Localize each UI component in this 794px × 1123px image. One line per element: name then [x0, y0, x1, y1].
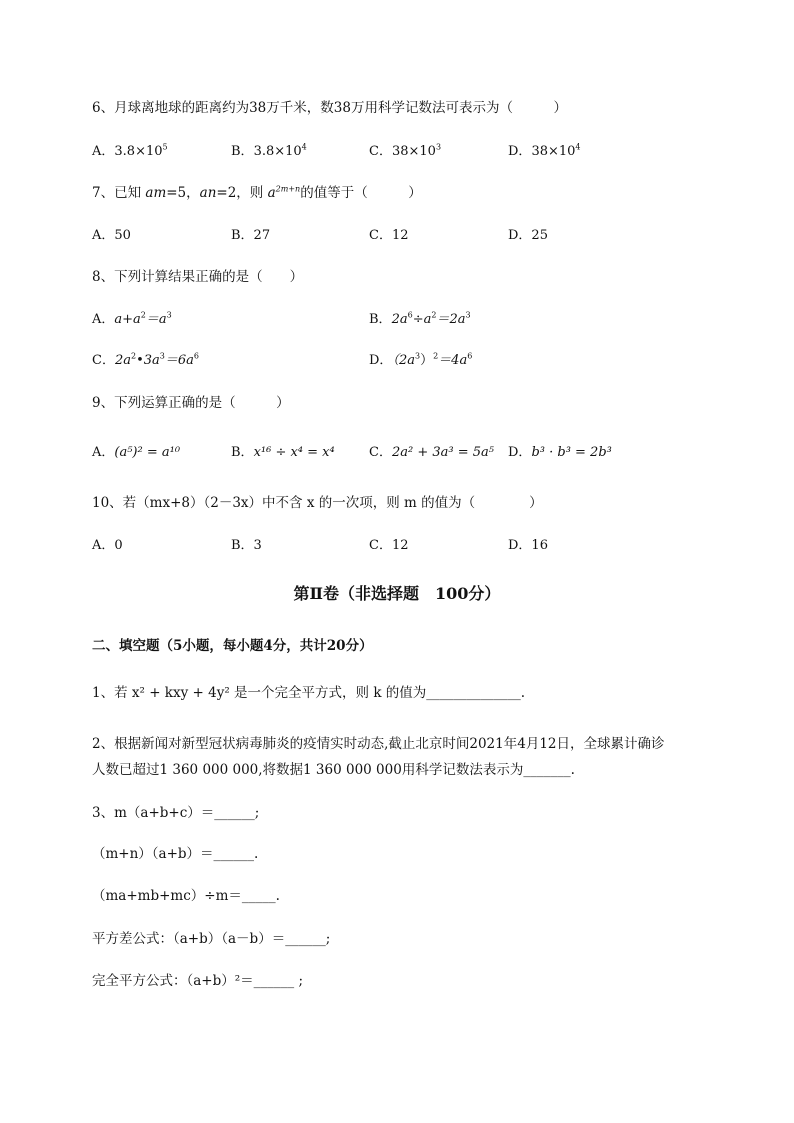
- question-6-option-d: D．$38\times 10^4$: [508, 142, 581, 159]
- question-10-option-a: A．0: [92, 538, 123, 553]
- fill-question-3-line-5: 完全平方公式：（a+b）²＝______ ;: [92, 973, 304, 989]
- question-7-option-c: C．12: [369, 228, 409, 243]
- fill-question-2-line-1: 2、根据新闻对新型冠状病毒肺炎的疫情实时动态,截止北京时间2021年4月12日，全球累计确诊: [92, 736, 665, 752]
- question-8-option-d: D．$(2a^3)^2=4a^6$: [369, 351, 473, 368]
- question-6-option-b: B．$3.8\times 10^4$: [231, 142, 307, 159]
- question-8-option-b: B．$2a^6\div a^2=2a^3$: [369, 310, 471, 327]
- question-6-option-c: C．$38\times 10^3$: [369, 142, 442, 159]
- fill-question-1: 1、若 x² + kxy + 4y² 是一个完全平方式，则 k 的值为______________.: [92, 685, 526, 701]
- question-10-option-d: D．16: [508, 538, 548, 553]
- question-10-stem: 10、若（mx+8）（2－3x）中不含 x 的一次项，则 m 的值为（ ）: [92, 495, 543, 511]
- fill-question-3-line-3: （ma+mb+mc）÷m＝_____.: [92, 888, 280, 904]
- question-6-stem: 6、月球离地球的距离约为38万千米，数38万用科学记数法可表示为（ ）: [92, 100, 567, 116]
- fill-question-3-line-1: 3、m（a+b+c）＝______;: [92, 805, 260, 821]
- section-2-heading: 二、填空题（5小题，每小题4分，共计20分）: [92, 638, 373, 654]
- fill-question-3-line-2: （m+n）（a+b）＝______.: [92, 846, 259, 862]
- question-10-option-c: C．12: [369, 538, 409, 553]
- question-7-option-a: A．50: [92, 228, 131, 243]
- question-9-stem: 9、下列运算正确的是（ ）: [92, 395, 290, 411]
- fill-question-3-line-4: 平方差公式：（a+b）（a－b）＝______;: [92, 931, 331, 947]
- question-9-option-c: C．2a² + 3a³ = 5a⁵: [369, 445, 494, 460]
- fill-question-2-line-2: 人数已超过1 360 000 000,将数据1 360 000 000用科学记数法表示为_______.: [92, 762, 575, 778]
- question-10-option-b: B．3: [231, 538, 262, 553]
- question-8-option-a: A．$a+a^2=a^3$: [92, 310, 172, 327]
- question-9-option-a: A．(a⁵)² = a¹⁰: [92, 445, 181, 460]
- question-7-option-d: D．25: [508, 228, 548, 243]
- question-9-option-b: B．x¹⁶ ÷ x⁴ = x⁴: [231, 445, 335, 460]
- question-8-stem: 8、下列计算结果正确的是（ ）: [92, 269, 304, 285]
- question-7-stem: 7、已知 am=5，an=2，则 $a^{2m+n}$的值等于（ ）: [92, 184, 422, 201]
- question-9-option-d: D．b³ · b³ = 2b³: [508, 445, 612, 460]
- question-8-option-c: C．$2a^2•3a^3=6a^6$: [92, 351, 199, 368]
- question-6-option-a: A．$3.8\times 10^5$: [92, 142, 168, 159]
- part-2-title: 第Ⅱ卷（非选择题 100分）: [293, 584, 501, 603]
- question-7-option-b: B．27: [231, 228, 271, 243]
